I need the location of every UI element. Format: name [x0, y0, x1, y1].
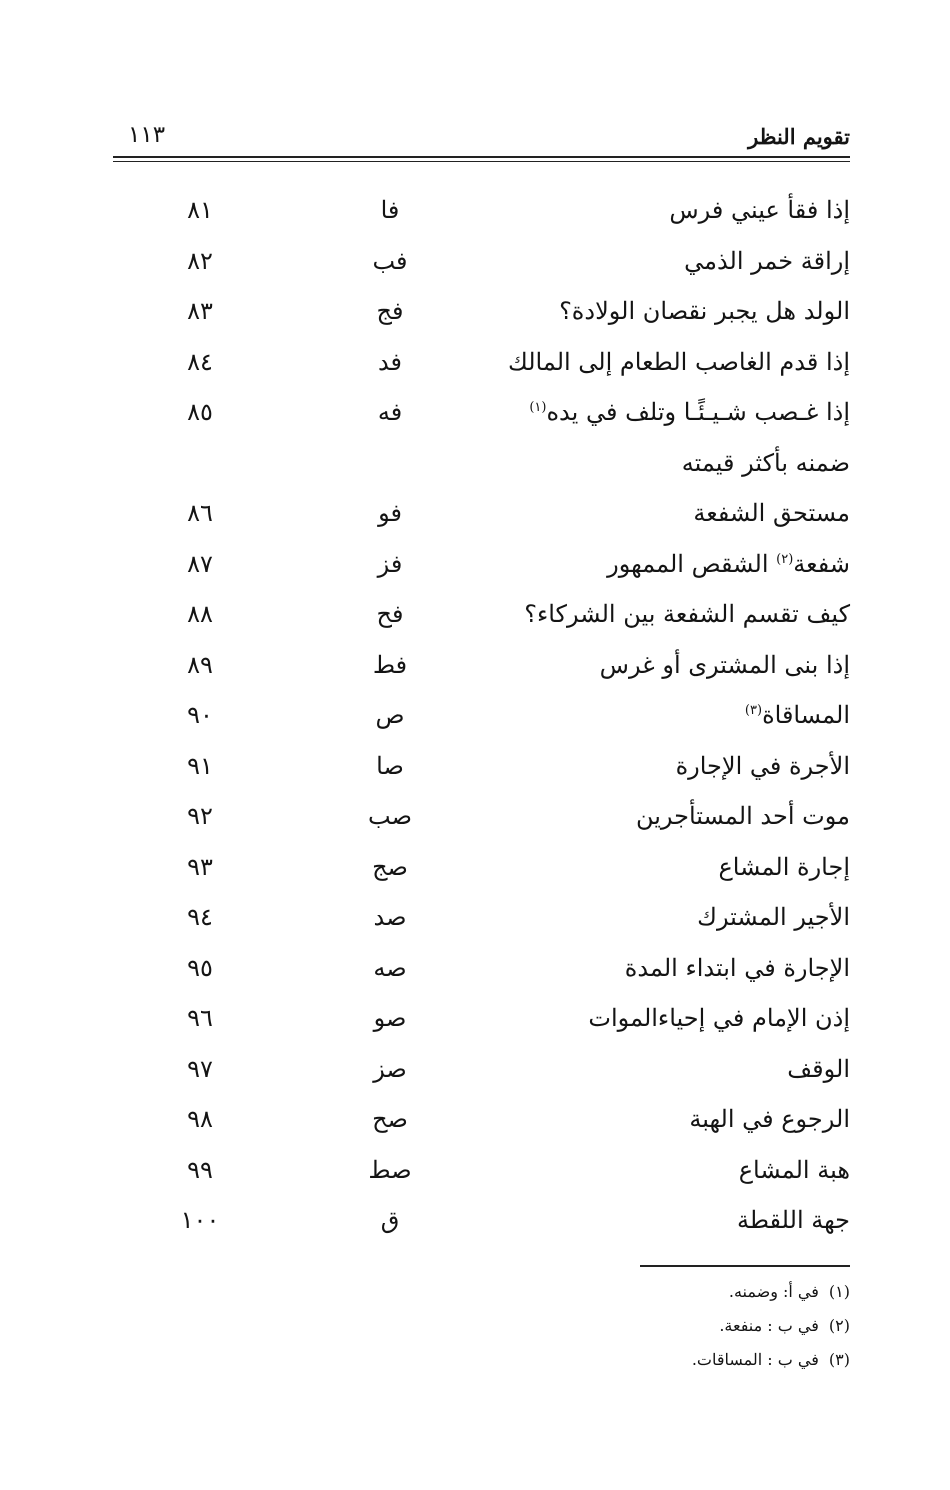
entry-page-number: ٨٢ — [187, 246, 213, 275]
toc-entry — [100, 752, 850, 802]
entry-code: صو — [373, 1004, 407, 1032]
entry-title: الإجارة في ابتداء المدة — [624, 953, 850, 982]
entry-page-number: ١٠٠ — [180, 1206, 220, 1234]
entry-title: إذا فقأ عيني فرس — [669, 196, 850, 224]
footnote-text: في ب : منفعة. — [719, 1316, 819, 1335]
entry-title: الأجرة في الإجارة — [675, 751, 850, 780]
entry-title: الولد هل يجبر نقصان الولادة؟ — [559, 297, 850, 325]
entry-code: صز — [373, 1054, 407, 1083]
toc-entry — [100, 348, 850, 398]
entry-code: فح — [376, 600, 404, 628]
entry-code: فد — [377, 347, 403, 376]
entry-code: فج — [376, 297, 404, 325]
toc-entry — [100, 600, 850, 650]
entry-code: فه — [377, 398, 403, 426]
header-rule-thin — [113, 161, 850, 162]
footnote-marker: (١) — [529, 400, 547, 415]
entry-code: صد — [373, 903, 407, 931]
entry-page-number: ٩٨ — [187, 1105, 213, 1133]
footnote-number: (٣) — [828, 1350, 850, 1369]
toc-entry — [100, 247, 850, 297]
entry-code: فا — [380, 196, 400, 224]
entry-title: كيف تقسم الشفعة بين الشركاء؟ — [524, 600, 850, 628]
toc-entry — [100, 1105, 850, 1155]
entry-page-number: ٨٨ — [187, 600, 213, 628]
entry-code: ص — [375, 701, 405, 729]
entry-page-number: ٩٢ — [187, 802, 213, 830]
toc-entry — [100, 297, 850, 347]
entry-code: صب — [368, 802, 412, 830]
toc-entry — [100, 1055, 850, 1105]
toc-entry — [100, 196, 850, 246]
entry-page-number: ٨٩ — [187, 650, 213, 679]
entry-title: إذا غـصب شـيـئًـا وتلف في يده$^{(١)}$ — [529, 398, 850, 426]
running-header-title: تقويم النظر — [748, 124, 850, 149]
toc-entry — [100, 499, 850, 549]
entry-page-number: ٩٥ — [187, 953, 213, 982]
entry-code: ق — [380, 1206, 400, 1234]
entry-title: إذن الإمام في إحياءالموات — [588, 1004, 850, 1032]
entry-code: فو — [378, 499, 402, 527]
footnote-marker: (٢) — [776, 551, 794, 567]
entry-code: فز — [377, 549, 403, 578]
toc-entry — [100, 1004, 850, 1054]
entry-code: فط — [372, 650, 408, 679]
toc-entry — [100, 398, 850, 448]
entry-title: مستحق الشفعة — [693, 499, 850, 527]
page-number: ١١٣ — [128, 122, 166, 148]
entry-title: موت أحد المستأجرين — [635, 802, 850, 830]
entry-code: صا — [376, 751, 404, 780]
toc-entry — [100, 449, 850, 499]
toc-entry — [100, 701, 850, 751]
entry-title: الرجوع في الهبة — [689, 1105, 850, 1133]
entry-title: إذا بنى المشترى أو غرس — [599, 650, 850, 679]
entry-page-number: ٨٥ — [187, 398, 213, 426]
entry-title: المساقاة$^{(٣)}$ — [744, 701, 850, 729]
entry-title: جهة اللقطة — [736, 1206, 850, 1234]
footnote-text: في ب : المساقات. — [691, 1350, 819, 1369]
toc-entry — [100, 903, 850, 953]
entry-page-number: ٨٦ — [187, 499, 213, 527]
entry-title: شفعة$^{(٢)}$ الشقص الممهور — [607, 549, 850, 578]
toc-entry — [100, 853, 850, 903]
toc-entry — [100, 802, 850, 852]
entry-page-number: ٩٦ — [187, 1004, 213, 1032]
entry-code: صج — [372, 852, 408, 881]
entry-page-number: ٨٧ — [187, 549, 213, 578]
toc-entry — [100, 1156, 850, 1206]
toc-entry — [100, 550, 850, 600]
toc-entry — [100, 651, 850, 701]
entry-code: صه — [373, 953, 407, 982]
header-rule-thick — [113, 156, 850, 158]
entry-title: إذا قدم الغاصب الطعام إلى المالك — [507, 347, 850, 376]
entry-title: الأجير المشترك — [697, 903, 850, 931]
entry-code: صط — [368, 1155, 412, 1184]
entry-title: هبة المشاع — [738, 1155, 850, 1184]
entry-page-number: ٩١ — [187, 751, 213, 780]
entry-code: فب — [372, 246, 408, 275]
toc-entry — [100, 1206, 850, 1256]
entry-page-number: ٨١ — [187, 196, 213, 224]
footnote-text: في أ: وضمنه. — [728, 1282, 819, 1301]
entry-page-number: ٩٧ — [187, 1054, 213, 1083]
entry-title: إجارة المشاع — [718, 852, 850, 881]
toc-entry — [100, 954, 850, 1004]
footnote-number: (٢) — [828, 1316, 850, 1335]
entry-page-number: ٩٣ — [187, 852, 213, 881]
footnote — [450, 1350, 850, 1369]
entry-page-number: ٩٩ — [187, 1155, 213, 1184]
entry-title: ضمنه بأكثر قيمته — [681, 448, 850, 477]
footnote — [450, 1282, 850, 1301]
entry-page-number: ٨٣ — [187, 297, 213, 325]
entry-code: صح — [372, 1105, 408, 1133]
entry-title: إراقة خمر الذمي — [684, 246, 850, 275]
entry-page-number: ٨٤ — [187, 347, 213, 376]
footnote-rule — [640, 1265, 850, 1267]
entry-title: الوقف — [787, 1054, 850, 1083]
entry-page-number: ٩٤ — [187, 903, 213, 931]
footnote-number: (١) — [828, 1282, 850, 1301]
entry-page-number: ٩٠ — [187, 701, 213, 729]
footnote-marker: (٣) — [744, 703, 763, 718]
footnote — [450, 1316, 850, 1335]
